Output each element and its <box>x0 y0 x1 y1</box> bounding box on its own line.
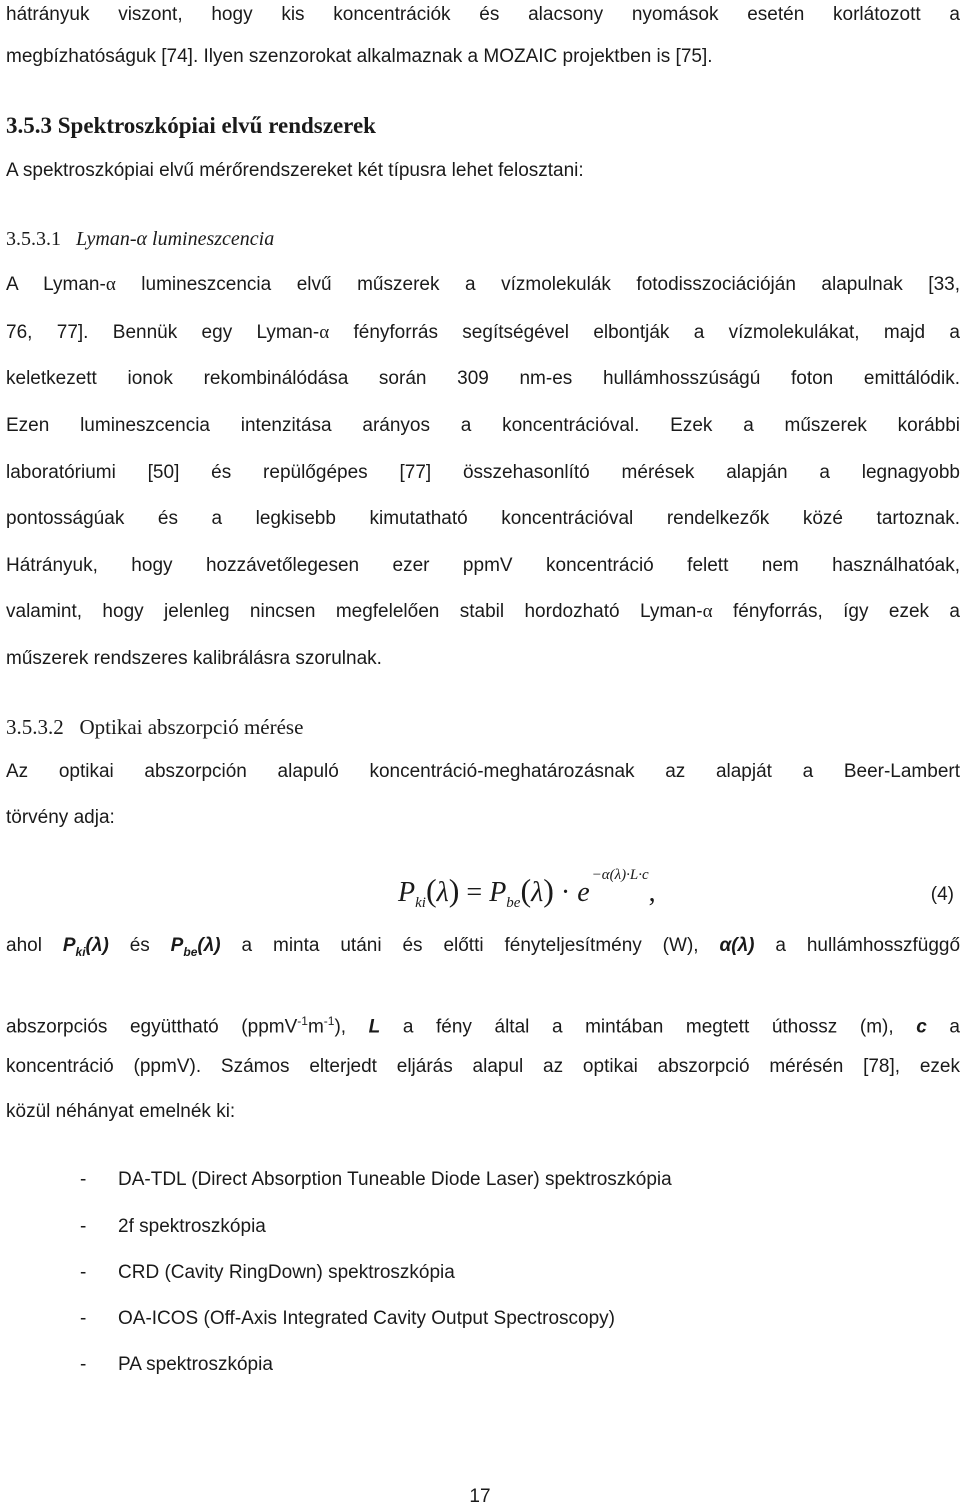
subsection-title-pre: Lyman- <box>76 228 137 250</box>
body-text-line: koncentráció (ppmV). Számos elterjedt eljárás alapul az optikai abszorpció mérésén [78], ezek <box>6 1056 960 1077</box>
alpha-symbol: α <box>702 601 713 622</box>
section-title: Spektroszkópiai elvű rendszerek <box>57 113 376 138</box>
subsection-title: Optikai abszorpció mérése <box>79 715 304 739</box>
body-text-line: törvény adja: <box>6 807 115 828</box>
subsection-title-post: lumineszcencia <box>147 228 275 250</box>
beer-lambert-equation: $P_{ki}(\lambda) = P_{be}(\lambda) \cdot e^{-\alpha(\lambda)\cdot L\cdot c}$, <box>398 867 656 911</box>
body-text-line: valamint, hogy jelenleg nincsen megfelelően stabil hordozható Lyman-α fényforrás, így ezek a <box>6 601 960 622</box>
subsection-number: 3.5.3.1 <box>6 228 61 250</box>
body-text-line: abszorpciós együttható $(ppmV^{-1}m^{-1})$, L a fény által a mintában megtett úthossz (m), c a <box>6 1014 960 1038</box>
body-text-line: ahol $P_{ki}(\lambda)$ és $P_{be}(\lambda)$ a minta utáni és előtti fényteljesítmény (W), α(λ) a hullámhosszfüggő <box>6 935 960 959</box>
body-text-line: keletkezett ionok rekombinálódása során 309 nm-es hullámhosszúságú foton emittálódik. <box>6 368 960 389</box>
body-text-line: hátrányuk viszont, hogy kis koncentrációk és alacsony nyomások esetén korlátozott a <box>6 4 960 25</box>
body-text-line: megbízhatóságuk [74]. Ilyen szenzorokat alkalmaznak a MOZAIC projektben is [75]. <box>6 46 713 67</box>
body-text-line: A spektroszkópiai elvű mérőrendszereket két típusra lehet felosztani: <box>6 160 584 181</box>
equation-exponent: −α(λ)·L·c <box>591 867 649 883</box>
list-item: - PA spektroszkópia <box>80 1354 273 1375</box>
list-item: - DA-TDL (Direct Absorption Tuneable Diode Laser) spektroszkópia <box>80 1169 672 1190</box>
body-text-line: A Lyman-α lumineszcencia elvű műszerek a vízmolekulák fotodisszociációján alapulnak [33, <box>6 274 960 295</box>
section-heading <box>6 111 960 141</box>
alpha-symbol: α <box>136 228 148 250</box>
body-text-line: közül néhányat emelnék ki: <box>6 1101 236 1122</box>
body-text-line: laboratóriumi [50] és repülőgépes [77] összehasonlító mérések alapján a legnagyobb <box>6 462 960 483</box>
subsection-heading <box>6 712 960 742</box>
list-item: - CRD (Cavity RingDown) spektroszkópia <box>80 1262 455 1283</box>
section-number: 3.5.3 <box>6 113 52 138</box>
body-text-line: 76, 77]. Bennük egy Lyman-α fényforrás segítségével elbontják a vízmolekulákat, majd a <box>6 322 960 343</box>
body-text-line: pontosságúak és a legkisebb kimutatható koncentrációval rendelkezők közé tartoznak. <box>6 508 960 529</box>
subsection-heading <box>6 224 960 254</box>
page-number: 17 <box>469 1486 491 1507</box>
alpha-symbol: α <box>319 322 330 343</box>
list-item: - OA-ICOS (Off-Axis Integrated Cavity Output Spectroscopy) <box>80 1308 615 1329</box>
subsection-number: 3.5.3.2 <box>6 715 64 739</box>
alpha-symbol: α <box>105 274 116 295</box>
equation-number: (4) <box>930 884 954 905</box>
body-text-line: Hátrányuk, hogy hozzávetőlegesen ezer ppmV koncentráció felett nem használhatóak, <box>6 555 960 576</box>
body-text-line: műszerek rendszeres kalibrálásra szorulnak. <box>6 648 382 669</box>
list-item: - 2f spektroszkópia <box>80 1216 266 1237</box>
body-text-line: Ezen lumineszcencia intenzitása arányos a koncentrációval. Ezek a műszerek korábbi <box>6 415 960 436</box>
body-text-line: Az optikai abszorpción alapuló koncentráció-meghatározásnak az alapját a Beer-Lambert <box>6 761 960 782</box>
